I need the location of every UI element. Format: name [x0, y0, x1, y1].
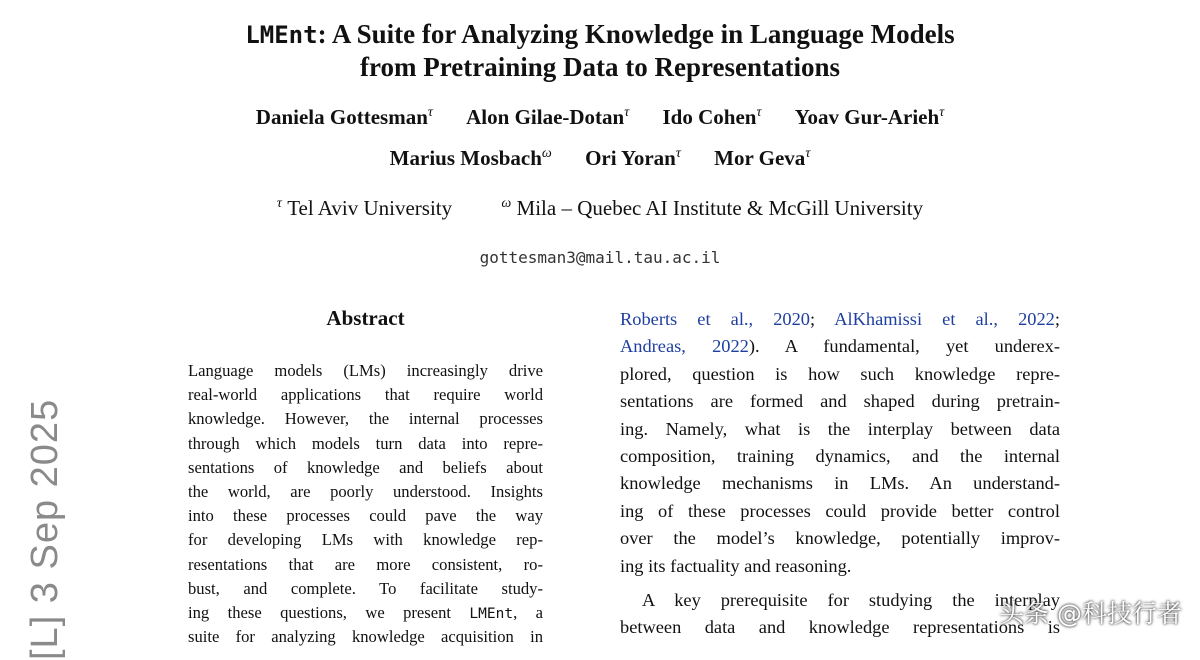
abstract-line: for developing LMs with knowledge rep- — [188, 530, 543, 550]
authors-row-2 — [150, 141, 1050, 171]
title-line-1-rest: : A Suite for Analyzing Knowledge in Language Models — [317, 19, 955, 49]
intro-line: ing of these processes could provide better control — [620, 500, 1060, 521]
paper-title-line-1 — [150, 18, 1050, 52]
intro-line: ing. Namely, what is the interplay between data — [620, 418, 1060, 439]
watermark: 头条 @科技行者 — [999, 599, 1182, 628]
intro-line: plored, question is how such knowledge repre- — [620, 363, 1060, 384]
abstract-line: the world, are poorly understood. Insights — [188, 481, 543, 501]
affiliations — [150, 191, 1050, 221]
contact-email[interactable]: gottesman3@mail.tau.ac.il — [479, 248, 721, 267]
intro-line: sentations are formed and shaped during pretrain- — [620, 391, 1060, 412]
title-lment: LMEnt — [245, 21, 318, 49]
abstract-line: bust, and complete. To facilitate study- — [188, 578, 543, 598]
intro-line: between data and knowledge representations is — [620, 617, 1060, 638]
intro-line: composition, training dynamics, and the internal — [620, 445, 1060, 466]
abstract-line: through which models turn data into repre- — [188, 433, 543, 453]
inline-lment: LMEnt — [469, 605, 514, 622]
paper-title-line-2: from Pretraining Data to Representations — [360, 52, 840, 82]
authors-row-1 — [150, 100, 1050, 130]
abstract-line: into these processes could pave the way — [188, 506, 543, 526]
abstract-line: real-world applications that require world — [188, 385, 543, 405]
abstract-line: ing these questions, we present LMEnt, a — [188, 602, 543, 622]
abstract-line: suite for analyzing knowledge acquisition in — [188, 627, 543, 647]
author: Mor Geva$^\tau$ — [714, 146, 811, 170]
author: Marius Mosbach$^\omega$ — [389, 146, 552, 170]
citation-link[interactable]: Roberts et al., 2020 — [620, 309, 811, 329]
abstract-line: resentations that are more consistent, ro- — [188, 554, 543, 574]
abstract-line: knowledge. However, the internal processes — [188, 409, 543, 429]
arxiv-stamp: [L] 3 Sep 2025 — [24, 398, 66, 660]
abstract-line: Language models (LMs) increasingly drive — [188, 361, 543, 380]
intro-line: Roberts et al., 2020; AlKhamissi et al., 2022; — [620, 309, 1060, 329]
intro-line: over the model’s knowledge, potentially improv- — [620, 528, 1060, 549]
affiliation: $^\tau$ Tel Aviv University — [276, 196, 453, 220]
intro-column — [620, 306, 1060, 642]
intro-line: Andreas, 2022). A fundamental, yet underex- — [620, 336, 1061, 357]
abstract-heading: Abstract — [326, 306, 405, 330]
citation-link[interactable]: AlKhamissi et al., 2022 — [834, 309, 1055, 329]
intro-line: ing its factuality and reasoning. — [620, 555, 852, 576]
intro-line: A key prerequisite for studying the interplay — [642, 589, 1060, 610]
author: Yoav Gur-Arieh$^\tau$ — [794, 105, 945, 129]
author: Alon Gilae-Dotan$^\tau$ — [466, 105, 630, 129]
affiliation: $^\omega$ Mila – Quebec AI Institute & McGill University — [501, 196, 924, 220]
author: Ido Cohen$^\tau$ — [662, 105, 762, 129]
author: Ori Yoran$^\tau$ — [585, 146, 681, 170]
citation-link[interactable]: Andreas, 2022 — [620, 336, 749, 357]
abstract-body — [188, 359, 543, 649]
intro-line: knowledge mechanisms in LMs. An understand- — [620, 473, 1060, 494]
author: Daniela Gottesman$^\tau$ — [255, 105, 433, 129]
abstract-line: sentations of knowledge and beliefs about — [188, 457, 543, 477]
